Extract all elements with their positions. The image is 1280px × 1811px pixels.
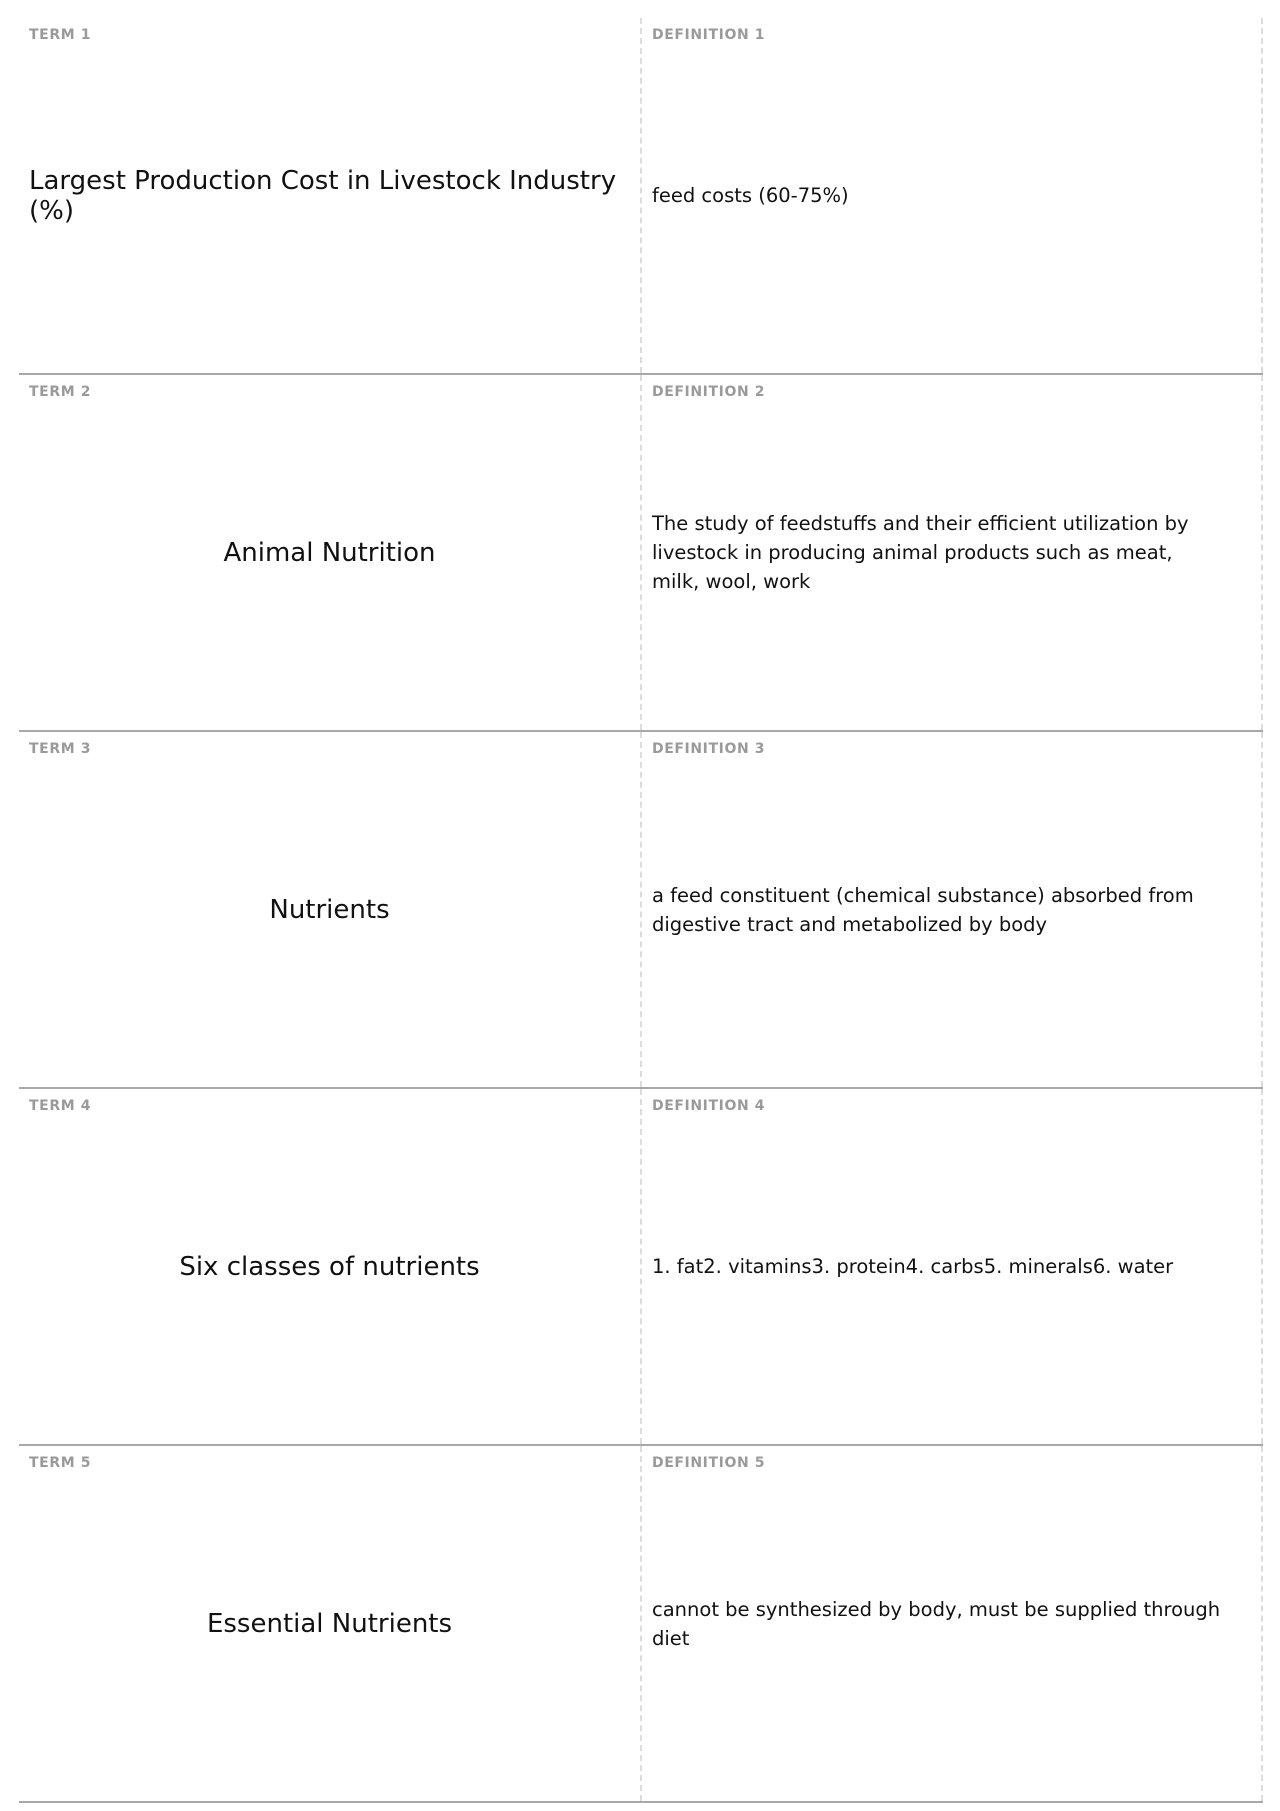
term-cell (19, 1089, 642, 1444)
term-cell (19, 732, 642, 1087)
definition-cell (642, 18, 1263, 373)
definition-label: DEFINITION 2 (652, 384, 766, 400)
definition-label: DEFINITION 3 (652, 741, 766, 757)
definition-cell (642, 732, 1263, 1087)
definition-cell (642, 1446, 1263, 1801)
definition-cell (642, 375, 1263, 730)
term-text: Largest Production Cost in Livestock Industry (%) (29, 165, 617, 226)
term-label: TERM 3 (29, 741, 92, 757)
definition-label: DEFINITION 1 (652, 27, 766, 43)
term-label: TERM 4 (29, 1098, 92, 1114)
term-label: TERM 1 (29, 27, 92, 43)
term-text: Animal Nutrition (223, 537, 436, 568)
definition-text: a feed constituent (chemical substance) absorbed from digestive tract and metabolized by body (652, 883, 1194, 936)
term-cell (19, 1446, 642, 1801)
definition-text: feed costs (60-75%) (652, 184, 849, 207)
definition-text: The study of feedstuffs and their efficient utilization by livestock in producing animal products such as meat, milk, wool, work (652, 512, 1189, 593)
definition-text: cannot be synthesized by body, must be supplied through diet (652, 1597, 1221, 1650)
term-text: Six classes of nutrients (179, 1251, 480, 1282)
term-label: TERM 2 (29, 384, 92, 400)
definition-text: 1. fat2. vitamins3. protein4. carbs5. minerals6. water (652, 1255, 1174, 1278)
term-cell (19, 375, 642, 730)
flashcard-row (19, 732, 1263, 1089)
term-text: Essential Nutrients (206, 1608, 453, 1639)
flashcard-row (19, 1089, 1263, 1446)
flashcard-row (19, 1446, 1263, 1803)
flashcard-sheet (19, 18, 1263, 1803)
definition-label: DEFINITION 4 (652, 1098, 766, 1114)
flashcard-row (19, 18, 1263, 375)
flashcard-row (19, 375, 1263, 732)
term-cell (19, 18, 642, 373)
term-text: Nutrients (269, 894, 390, 925)
term-label: TERM 5 (29, 1455, 92, 1471)
definition-cell (642, 1089, 1263, 1444)
definition-label: DEFINITION 5 (652, 1455, 766, 1471)
